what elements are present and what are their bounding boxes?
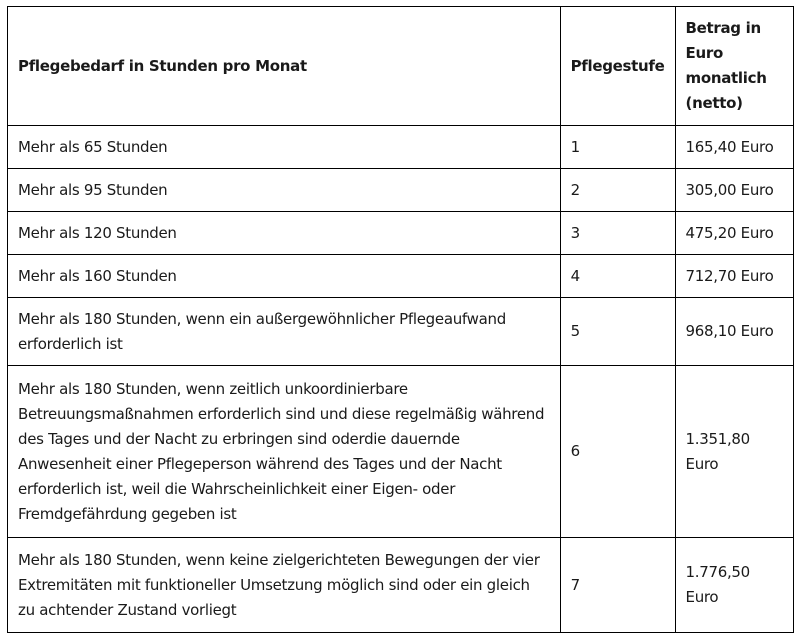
header-betrag: Betrag in Euro monatlich (netto) xyxy=(675,7,793,126)
header-pflegebedarf: Pflegebedarf in Stunden pro Monat xyxy=(8,7,561,126)
cell-bedarf: Mehr als 160 Stunden xyxy=(8,255,561,298)
table-row xyxy=(8,212,794,255)
cell-bedarf: Mehr als 180 Stunden, wenn keine zielgerichteten Bewegungen der vier Extremitäten mit funktioneller Umsetzung möglich sind oder ein gleich zu achtender Zustand vorliegt xyxy=(8,538,561,633)
cell-stufe: 6 xyxy=(560,366,675,538)
table-row xyxy=(8,366,794,538)
header-pflegestufe: Pflegestufe xyxy=(560,7,675,126)
table-row xyxy=(8,126,794,169)
header-row xyxy=(8,7,794,126)
cell-stufe: 3 xyxy=(560,212,675,255)
cell-bedarf: Mehr als 65 Stunden xyxy=(8,126,561,169)
cell-betrag: 305,00 Euro xyxy=(675,169,793,212)
cell-stufe: 5 xyxy=(560,298,675,366)
cell-betrag: 1.351,80 Euro xyxy=(675,366,793,538)
cell-stufe: 4 xyxy=(560,255,675,298)
table-row xyxy=(8,538,794,633)
cell-bedarf: Mehr als 180 Stunden, wenn zeitlich unkoordinierbare Betreuungsmaßnahmen erforderlich sind und diese regelmäßig während des Tages und der Nacht zu erbringen sind oderdie dauernde Anwesenheit einer Pflegeperson während des Tages und der Nacht erforderlich ist, weil die Wahrscheinlichkeit einer Eigen- oder Fremdgefährdung gegeben ist xyxy=(8,366,561,538)
cell-stufe: 1 xyxy=(560,126,675,169)
table-row xyxy=(8,298,794,366)
table-row xyxy=(8,255,794,298)
cell-bedarf: Mehr als 120 Stunden xyxy=(8,212,561,255)
cell-betrag: 475,20 Euro xyxy=(675,212,793,255)
cell-bedarf: Mehr als 180 Stunden, wenn ein außergewöhnlicher Pflegeaufwand erforderlich ist xyxy=(8,298,561,366)
cell-betrag: 1.776,50 Euro xyxy=(675,538,793,633)
cell-betrag: 712,70 Euro xyxy=(675,255,793,298)
cell-betrag: 968,10 Euro xyxy=(675,298,793,366)
pflegegeld-table xyxy=(7,6,794,633)
cell-stufe: 7 xyxy=(560,538,675,633)
cell-stufe: 2 xyxy=(560,169,675,212)
cell-betrag: 165,40 Euro xyxy=(675,126,793,169)
cell-bedarf: Mehr als 95 Stunden xyxy=(8,169,561,212)
table-row xyxy=(8,169,794,212)
